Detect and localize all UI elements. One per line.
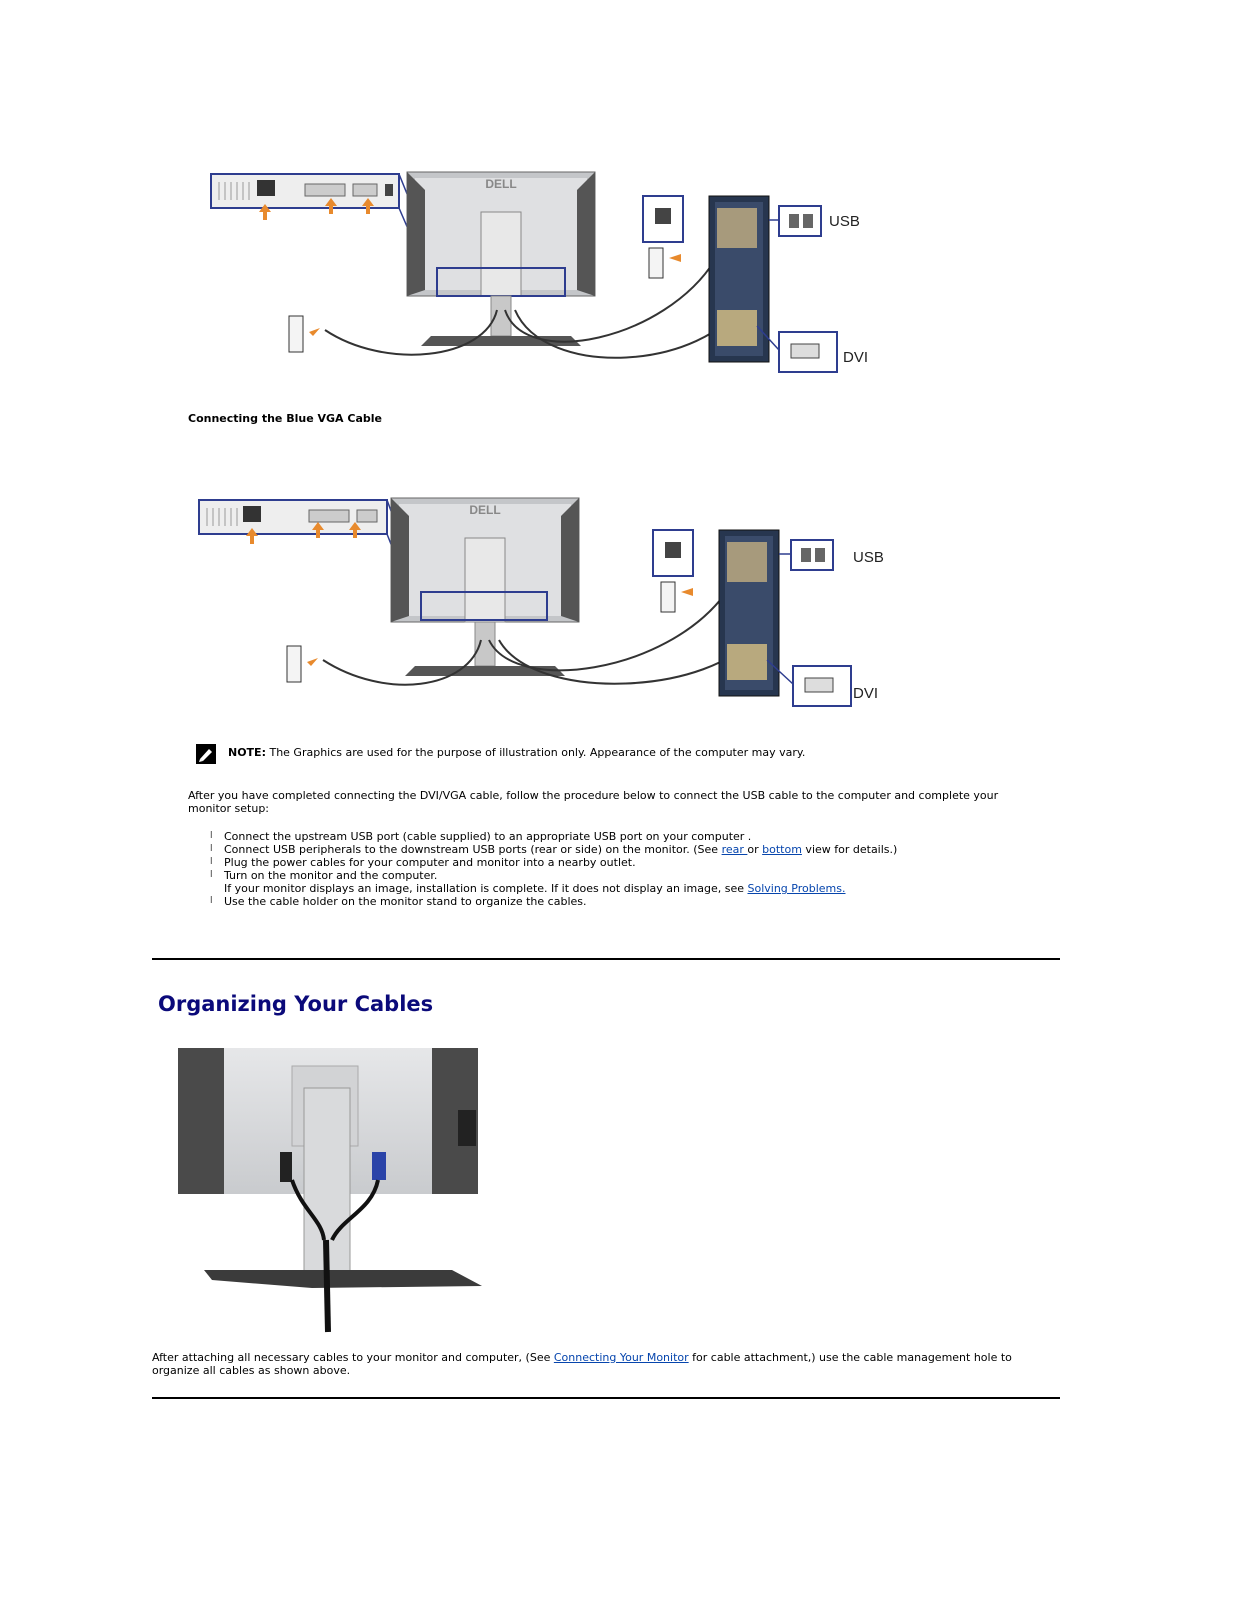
vga-connection-diagram [185,484,895,729]
bottom-divider [152,1397,1060,1399]
list-item: l Use the cable holder on the monitor stand to organize the cables. [210,895,587,908]
list-item: l Connect the upstream USB port (cable supplied) to an appropriate USB port on your computer . [210,830,752,843]
rear-view-link[interactable]: rear [721,843,748,856]
list-item: l Plug the power cables for your computer and monitor into a nearby outlet. [210,856,636,869]
section-divider [152,958,1060,960]
list-item: l Turn on the monitor and the computer. [210,869,438,882]
usb-intro-paragraph: After you have completed connecting the DVI/VGA cable, follow the procedure below to connect the USB cable to the computer and complete your monitor setup: [188,789,999,815]
dvi-label: DVI [853,685,879,702]
organize-paragraph: After attaching all necessary cables to your monitor and computer, (See Connecting Your Monitor for cable attachment,) use the cable management hole to organize all cables as shown above. [152,1351,1012,1377]
usb-label: USB [829,213,860,230]
dell-logo: DELL [469,503,501,517]
dvi-label: DVI [843,349,869,366]
usb-label: USB [853,549,884,566]
dell-logo: DELL [485,177,517,191]
section-title: Organizing Your Cables [158,992,434,1016]
note-icon [196,744,216,764]
note-label: NOTE: [228,746,266,759]
dvi-connection-diagram [185,150,885,395]
list-item: l Connect USB peripherals to the downstream USB ports (rear or side) on the monitor. (See rear or bottom view for details.) [210,843,898,856]
usb-steps-list [210,830,1024,908]
note-text [228,746,805,759]
note-body: The Graphics are used for the purpose of illustration only. Appearance of the computer may vary. [265,746,806,759]
organize-cables-photo [152,1040,504,1334]
list-item-continuation: If your monitor displays an image, installation is complete. If it does not display an image, see Solving Problems. [224,882,846,895]
solving-problems-link[interactable]: Solving Problems. [747,882,846,895]
bottom-view-link[interactable]: bottom [762,843,802,856]
caption-vga: Connecting the Blue VGA Cable [188,412,382,425]
connecting-your-monitor-link[interactable]: Connecting Your Monitor [553,1351,689,1364]
